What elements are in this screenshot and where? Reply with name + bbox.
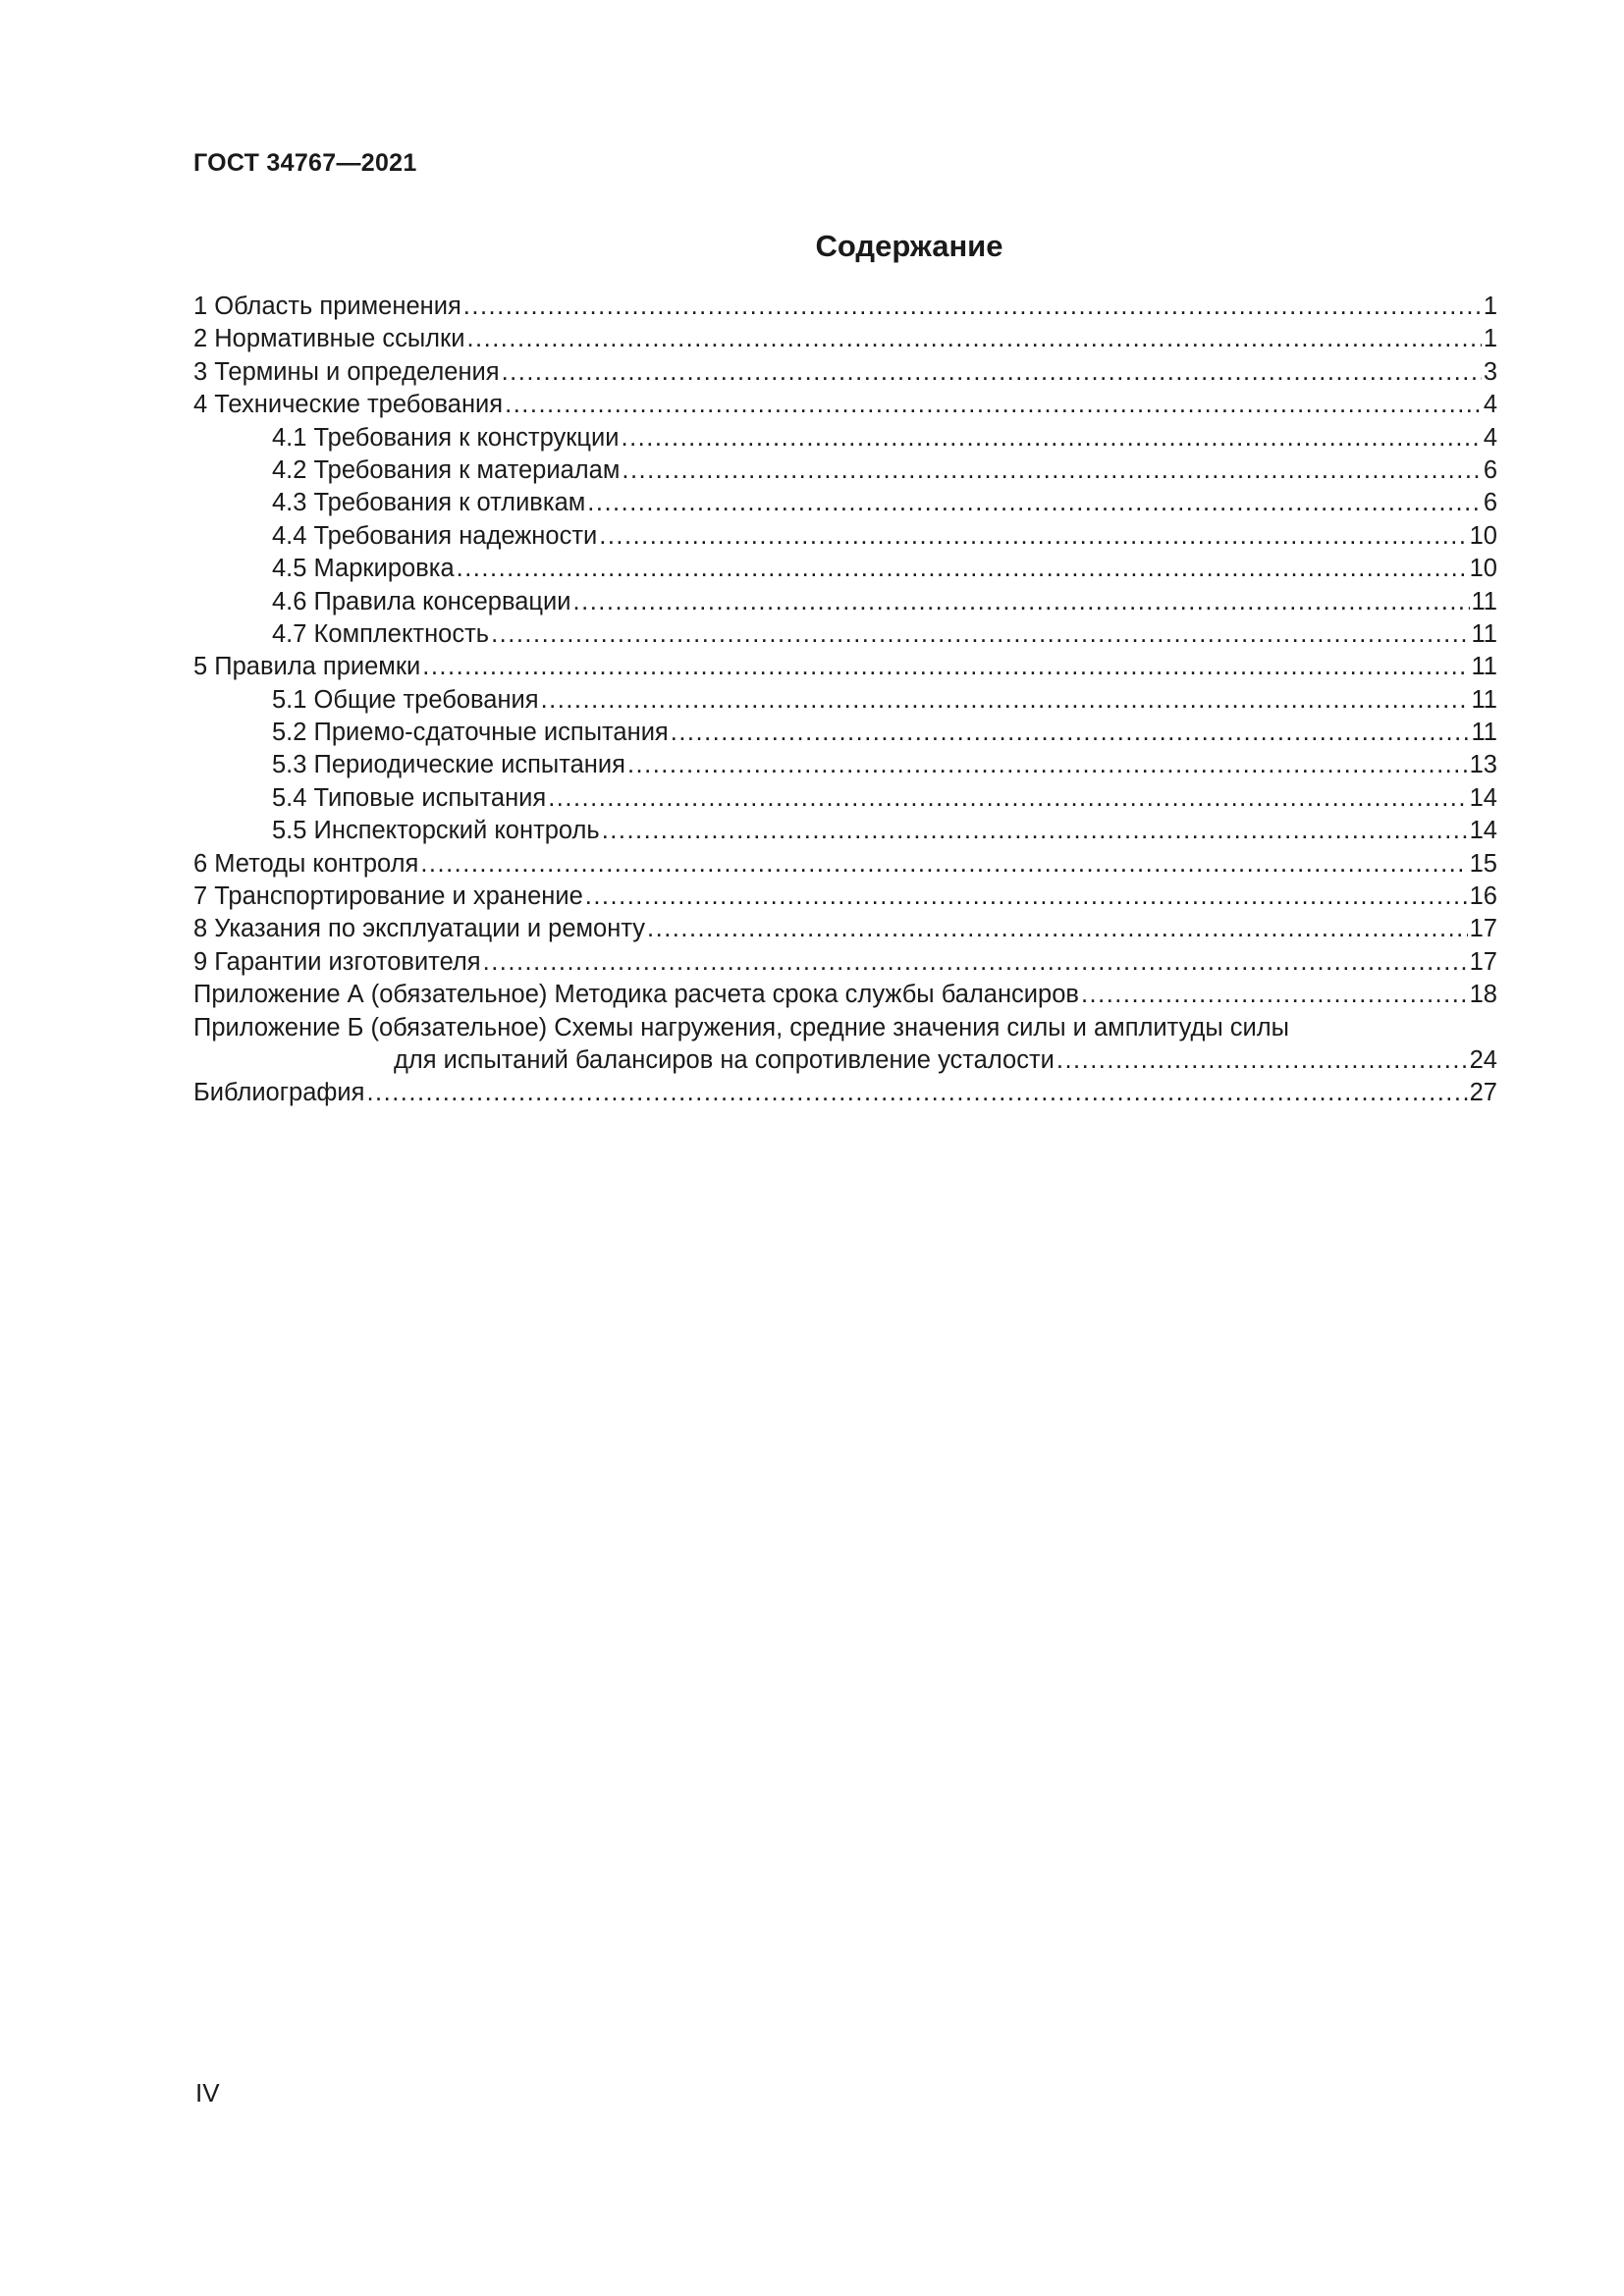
toc-entry[interactable]: [193, 356, 1497, 389]
toc-entry-label: 5.2 Приемо-сдаточные испытания: [272, 719, 669, 747]
toc-dot-leader: [457, 553, 1468, 585]
toc-entry-continuation[interactable]: [193, 1044, 1497, 1077]
toc-dot-leader: [671, 717, 1470, 749]
toc-entry-page: 17: [1469, 915, 1497, 943]
toc-entry[interactable]: [193, 848, 1497, 881]
toc-entry-label: 5.1 Общие требования: [272, 685, 539, 714]
page-number: IV: [195, 2078, 220, 2108]
toc-entry-page: 1: [1483, 325, 1497, 353]
toc-dot-leader: [647, 913, 1468, 945]
toc-entry-page: 11: [1471, 719, 1497, 747]
toc-subentry[interactable]: [193, 487, 1497, 519]
toc-subentry[interactable]: [193, 684, 1497, 717]
toc-entry-label: 5.3 Периодические испытания: [272, 751, 625, 779]
toc-entry-label: 6 Методы контроля: [193, 849, 419, 878]
toc-entry-label: Библиография: [193, 1079, 365, 1107]
toc-entry-label: 2 Нормативные ссылки: [193, 325, 465, 353]
toc-subentry[interactable]: [193, 782, 1497, 815]
toc-dot-leader: [621, 422, 1481, 454]
toc-entry-page: 1: [1483, 293, 1497, 320]
toc-subentry[interactable]: [193, 815, 1497, 847]
toc-dot-leader: [585, 881, 1468, 913]
document-code: ГОСТ 34767—2021: [193, 149, 417, 177]
toc-entry-label: 4 Технические требования: [193, 391, 504, 419]
toc-subentry[interactable]: [193, 749, 1497, 781]
toc-dot-leader: [573, 586, 1470, 618]
toc-dot-leader: [622, 454, 1481, 487]
toc-entry-page: 24: [1469, 1045, 1497, 1074]
toc-dot-leader: [627, 749, 1468, 781]
toc-subentry[interactable]: [193, 717, 1497, 749]
toc-entry-page: 4: [1483, 391, 1497, 419]
toc-subentry[interactable]: [193, 586, 1497, 618]
toc-entry-label: 1 Область применения: [193, 293, 461, 320]
toc-entry-page: 14: [1469, 817, 1497, 845]
toc-dot-leader: [422, 651, 1469, 683]
toc-entry[interactable]: [193, 946, 1497, 979]
toc-dot-leader: [1056, 1044, 1468, 1077]
toc-dot-leader: [1081, 979, 1468, 1011]
toc-entry-label: Приложение Б (обязательное) Схемы нагружения, средние значения силы и амплитуды силы: [193, 1013, 1289, 1041]
toc-dot-leader: [602, 815, 1468, 847]
toc-entry-page: 3: [1483, 357, 1497, 386]
toc-dot-leader: [587, 487, 1482, 519]
toc-entry-label: 5.4 Типовые испытания: [272, 783, 547, 812]
toc-dot-leader: [420, 848, 1467, 881]
toc-entry-page: 4: [1483, 423, 1497, 452]
toc-title: Содержание: [815, 229, 1003, 263]
toc-subentry[interactable]: [193, 422, 1497, 454]
toc-dot-leader: [505, 389, 1482, 421]
toc-dot-leader: [502, 356, 1482, 389]
toc-entry[interactable]: [193, 913, 1497, 945]
toc-entry-label: 4.3 Требования к отливкам: [272, 489, 586, 517]
toc-entry-label: 3 Термины и определения: [193, 357, 500, 386]
toc-subentry[interactable]: [193, 520, 1497, 553]
toc-entry-label: 4.1 Требования к конструкции: [272, 423, 620, 452]
toc-entry-page: 15: [1469, 849, 1497, 878]
toc-entry-label-continuation: для испытаний балансиров на сопротивление усталости: [394, 1045, 1055, 1074]
toc-entry-page: 10: [1469, 521, 1497, 550]
toc-entry[interactable]: [193, 323, 1497, 355]
toc-entry-page: 18: [1469, 981, 1497, 1009]
toc-dot-leader: [483, 946, 1468, 979]
table-of-contents: [193, 291, 1497, 1110]
toc-entry-label: 4.5 Маркировка: [272, 555, 455, 583]
toc-entry[interactable]: [193, 1077, 1497, 1109]
toc-entry[interactable]: [193, 389, 1497, 421]
toc-entry-page: 10: [1469, 555, 1497, 583]
toc-entry-label: 4.6 Правила консервации: [272, 587, 571, 615]
toc-entry[interactable]: [193, 1012, 1497, 1044]
toc-entry-label: 8 Указания по эксплуатации и ремонту: [193, 915, 646, 943]
toc-entry-label: 5 Правила приемки: [193, 653, 421, 681]
toc-dot-leader: [463, 291, 1482, 323]
toc-dot-leader: [366, 1077, 1467, 1109]
toc-entry-page: 6: [1483, 455, 1497, 484]
toc-entry-page: 17: [1469, 947, 1497, 976]
toc-entry-page: 27: [1469, 1079, 1497, 1107]
toc-entry[interactable]: [193, 291, 1497, 323]
toc-entry-page: 14: [1469, 783, 1497, 812]
toc-entry-label: 9 Гарантии изготовителя: [193, 947, 481, 976]
toc-entry-page: 13: [1469, 751, 1497, 779]
toc-entry-page: 11: [1471, 619, 1497, 648]
toc-entry-label: 4.7 Комплектность: [272, 619, 490, 648]
toc-subentry[interactable]: [193, 618, 1497, 651]
toc-entry-page: 11: [1471, 685, 1497, 714]
toc-subentry[interactable]: [193, 454, 1497, 487]
toc-entry-label: 4.4 Требования надежности: [272, 521, 598, 550]
toc-entry-page: 6: [1483, 489, 1497, 517]
toc-entry[interactable]: [193, 651, 1497, 683]
toc-entry-page: 16: [1469, 882, 1497, 911]
toc-entry-label: 7 Транспортирование и хранение: [193, 882, 583, 911]
toc-entry-label: Приложение А (обязательное) Методика расчета срока службы балансиров: [193, 981, 1079, 1009]
toc-entry-page: 11: [1471, 587, 1497, 615]
toc-entry[interactable]: [193, 881, 1497, 913]
toc-entry-label: 5.5 Инспекторский контроль: [272, 817, 600, 845]
toc-dot-leader: [541, 684, 1470, 717]
toc-subentry[interactable]: [193, 553, 1497, 585]
toc-entry-page: 11: [1471, 653, 1497, 681]
toc-dot-leader: [491, 618, 1469, 651]
toc-entry[interactable]: [193, 979, 1497, 1011]
toc-dot-leader: [548, 782, 1467, 815]
toc-dot-leader: [466, 323, 1481, 355]
toc-dot-leader: [599, 520, 1467, 553]
toc-entry-label: 4.2 Требования к материалам: [272, 455, 621, 484]
